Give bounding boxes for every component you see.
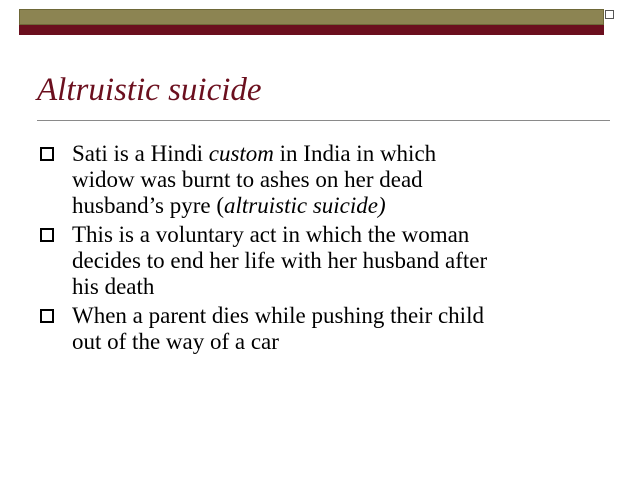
text-run: his death [72,274,155,299]
text-run: in India in which [273,141,437,166]
corner-square-icon [605,10,614,19]
bullet-line [72,167,600,193]
text-run: Sati is a Hindi [72,141,209,166]
bullet-line [72,303,600,329]
slide-title: Altruistic suicide [37,72,262,108]
text-run: decides to end her life with her husband after [72,248,488,273]
hollow-square-icon [40,228,54,242]
hollow-square-icon [40,309,54,323]
header-band [19,9,604,25]
text-run: This is a voluntary act in which the woman [72,222,470,247]
bullet-line [72,248,600,274]
bullet-list [40,141,600,358]
bullet-line [72,141,600,167]
text-run: widow was burnt to ashes on her dead [72,167,423,192]
text-run: husband’s pyre ( [72,193,225,218]
bullet-line [72,329,600,355]
bullet-line [72,193,600,219]
hollow-square-icon [40,147,54,161]
bullet-line [72,222,600,248]
bullet-item [40,222,600,300]
title-divider [37,120,610,121]
text-run: When a parent dies while pushing their child [72,303,484,328]
text-run-italic: altruistic suicide) [224,193,386,218]
bullet-item [40,141,600,219]
header-stripe [19,25,604,35]
text-run: out of the way of a car [72,329,279,354]
bullet-line [72,274,600,300]
text-run-italic: custom [208,141,274,166]
bullet-item [40,303,600,355]
